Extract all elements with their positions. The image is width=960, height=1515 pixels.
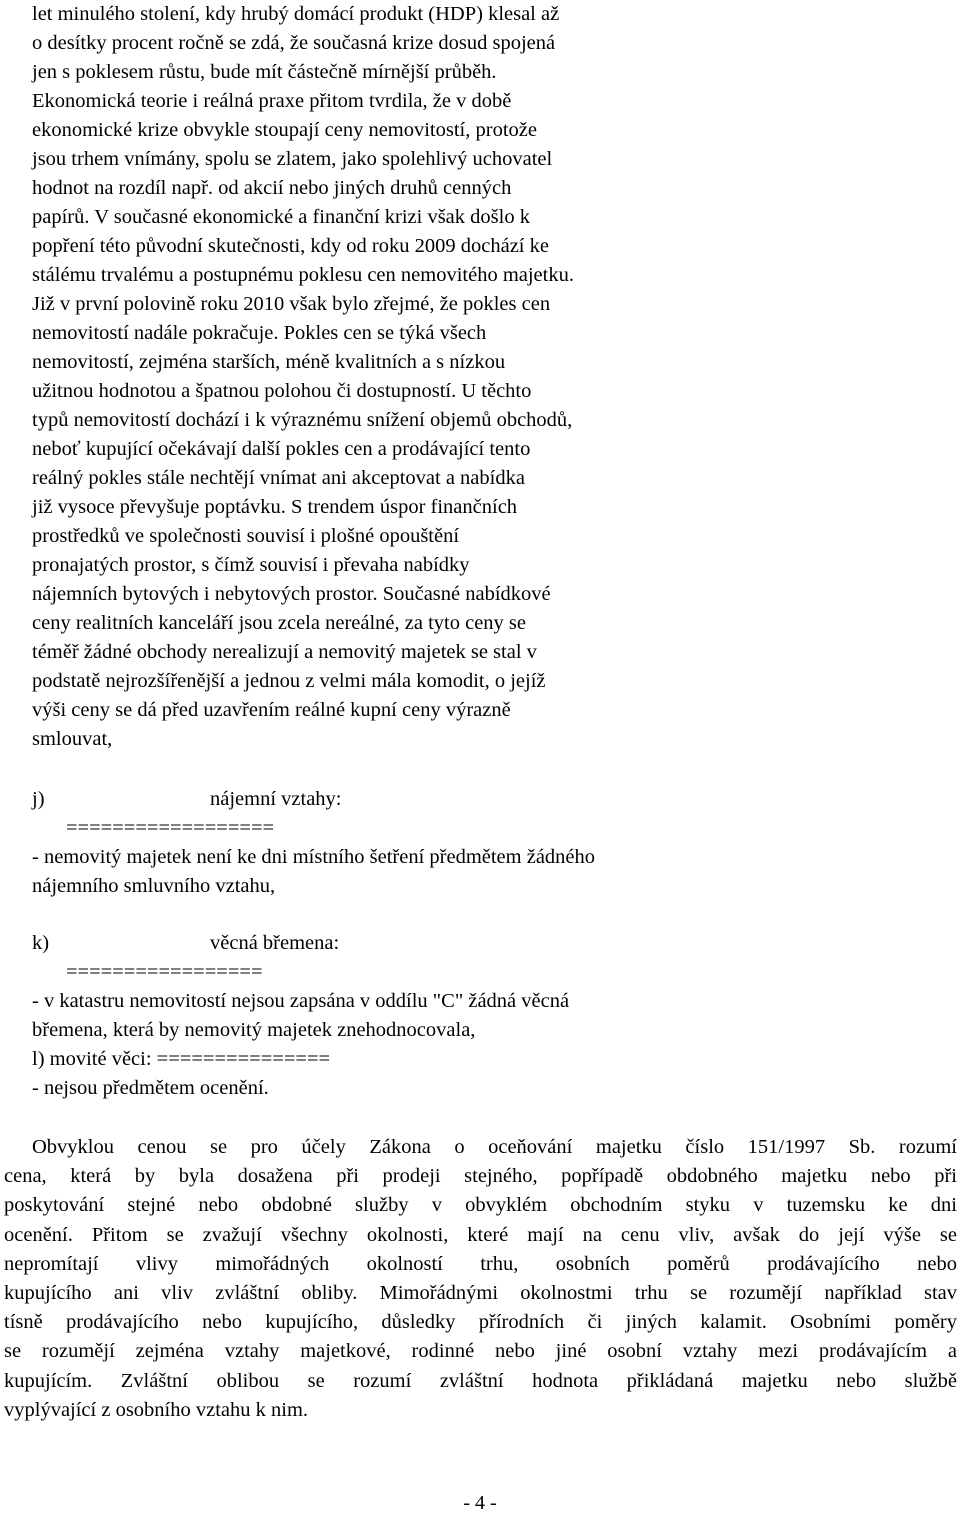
heading-underline: ================== [66, 817, 275, 839]
text-line: Obvyklou cenou se pro účely Zákona o oceňování majetku číslo 151/1997 Sb. rozumí [32, 1136, 957, 1158]
section-letter: j) [32, 788, 45, 810]
text-line: se rozumějí zejména vztahy majetkové, rodinné nebo jiné osobní vztahy mezi prodávajícím a [4, 1340, 957, 1363]
text-line: užitnou hodnotou a špatnou polohou či dostupností. U těchto [32, 380, 532, 402]
section-body-easements [32, 987, 732, 1103]
section-heading-easements [32, 929, 732, 958]
text-line: nájemního smluvního vztahu, [32, 875, 276, 897]
text-line: typů nemovitostí dochází i k výraznému snížení objemů obchodů, [32, 409, 573, 431]
text-line: vyplývající z osobního vztahu k nim. [4, 1398, 309, 1421]
text-line: výši ceny se dá před uzavřením reálné kupní ceny výrazně [32, 699, 511, 721]
text-line: podstatě nejrozšířenější a jednou z velmi mála komodit, o jejíž [32, 670, 546, 692]
text-line: téměř žádné obchody nerealizují a nemovitý majetek se stal v [32, 641, 537, 663]
text-line: nemovitostí nadále pokračuje. Pokles cen se týká všech [32, 322, 487, 344]
text-line: kupujícího ani vliv zvláštní obliby. Mimořádnými okolnostmi trhu se rozumějí například stav [4, 1281, 957, 1304]
text-line: tísně prodávajícího nebo kupujícího, důsledky přírodních či jiných kalamit. Osobními poměry [4, 1311, 957, 1334]
section-body-lease [32, 843, 732, 901]
text-line: poskytování stejné nebo obdobné služby v obvyklém obchodním styku v tuzemsku ke dni [4, 1194, 957, 1217]
text-line: jsou trhem vnímány, spolu se zlatem, jako spolehlivý uchovatel [32, 148, 553, 170]
page-number: - 4 - [463, 1492, 497, 1514]
text-line: Ekonomická teorie i reálná praxe přitom tvrdila, že v době [32, 90, 512, 112]
text-line: stálému trvalému a postupnému poklesu cen nemovitého majetku. [32, 264, 574, 286]
paragraph-usual-price-definition [4, 1133, 957, 1425]
text-line: Již v první polovině roku 2010 však bylo zřejmé, že pokles cen [32, 293, 551, 315]
text-line: nepromítají vlivy mimořádných okolností trhu, osobních poměrů prodávajícího nebo [4, 1252, 957, 1275]
text-line: l) movité věci: =============== [32, 1048, 331, 1070]
paragraph-market-trends [32, 0, 732, 754]
section-heading-lease [32, 785, 732, 814]
text-line: smlouvat, [32, 728, 113, 750]
text-line: neboť kupující očekávají další pokles cen a prodávající tento [32, 438, 531, 460]
heading-underline: ================= [66, 961, 263, 983]
text-line: hodnot na rozdíl např. od akcií nebo jiných druhů cenných [32, 177, 512, 199]
section-letter: k) [32, 932, 50, 954]
text-line: - nemovitý majetek není ke dni místního šetření předmětem žádného [32, 846, 596, 868]
text-line: prostředků ve společnosti souvisí i plošné opouštění [32, 525, 460, 547]
text-line: reálný pokles stále nechtějí vnímat ani akceptovat a nabídka [32, 467, 525, 489]
text-line: nájemních bytových i nebytových prostor. Současné nabídkové [32, 583, 551, 605]
text-line: o desítky procent ročně se zdá, že současná krize dosud spojená [32, 32, 556, 54]
text-line: let minulého stolení, kdy hrubý domácí produkt (HDP) klesal až [32, 3, 560, 25]
text-line: nemovitostí, zejména starších, méně kvalitních a s nízkou [32, 351, 506, 373]
section-title: věcná břemena: [210, 932, 340, 954]
text-line: popření této původní skutečnosti, kdy od roku 2009 dochází ke [32, 235, 549, 257]
text-line: ceny realitních kanceláří jsou zcela nereálné, za tyto ceny se [32, 612, 527, 634]
text-line: papírů. V současné ekonomické a finanční krizi však došlo k [32, 206, 530, 228]
text-line: cena, která by byla dosažena při prodeji stejného, popřípadě obdobného majetku nebo při [4, 1165, 957, 1188]
text-line: kupujícím. Zvláštní oblibou se rozumí zvláštní hodnota přikládaná majetku nebo službě [4, 1369, 957, 1392]
text-line: pronajatých prostor, s čímž souvisí i převaha nabídky [32, 554, 470, 576]
text-line: - v katastru nemovitostí nejsou zapsána v oddílu "C" žádná věcná [32, 990, 570, 1012]
text-line: břemena, která by nemovitý majetek znehodnocovala, [32, 1019, 476, 1041]
text-line: již vysoce převyšuje poptávku. S trendem úspor finančních [32, 496, 518, 518]
text-line: jen s poklesem růstu, bude mít částečně mírnější průběh. [32, 61, 497, 83]
text-line: ekonomické krize obvykle stoupají ceny nemovitostí, protože [32, 119, 537, 141]
text-line: ocenění. Přitom se zvažují všechny okolnosti, které mají na cenu vliv, avšak do její výše se [4, 1223, 957, 1246]
section-title: nájemní vztahy: [210, 788, 342, 810]
text-line: - nejsou předmětem ocenění. [32, 1077, 269, 1099]
